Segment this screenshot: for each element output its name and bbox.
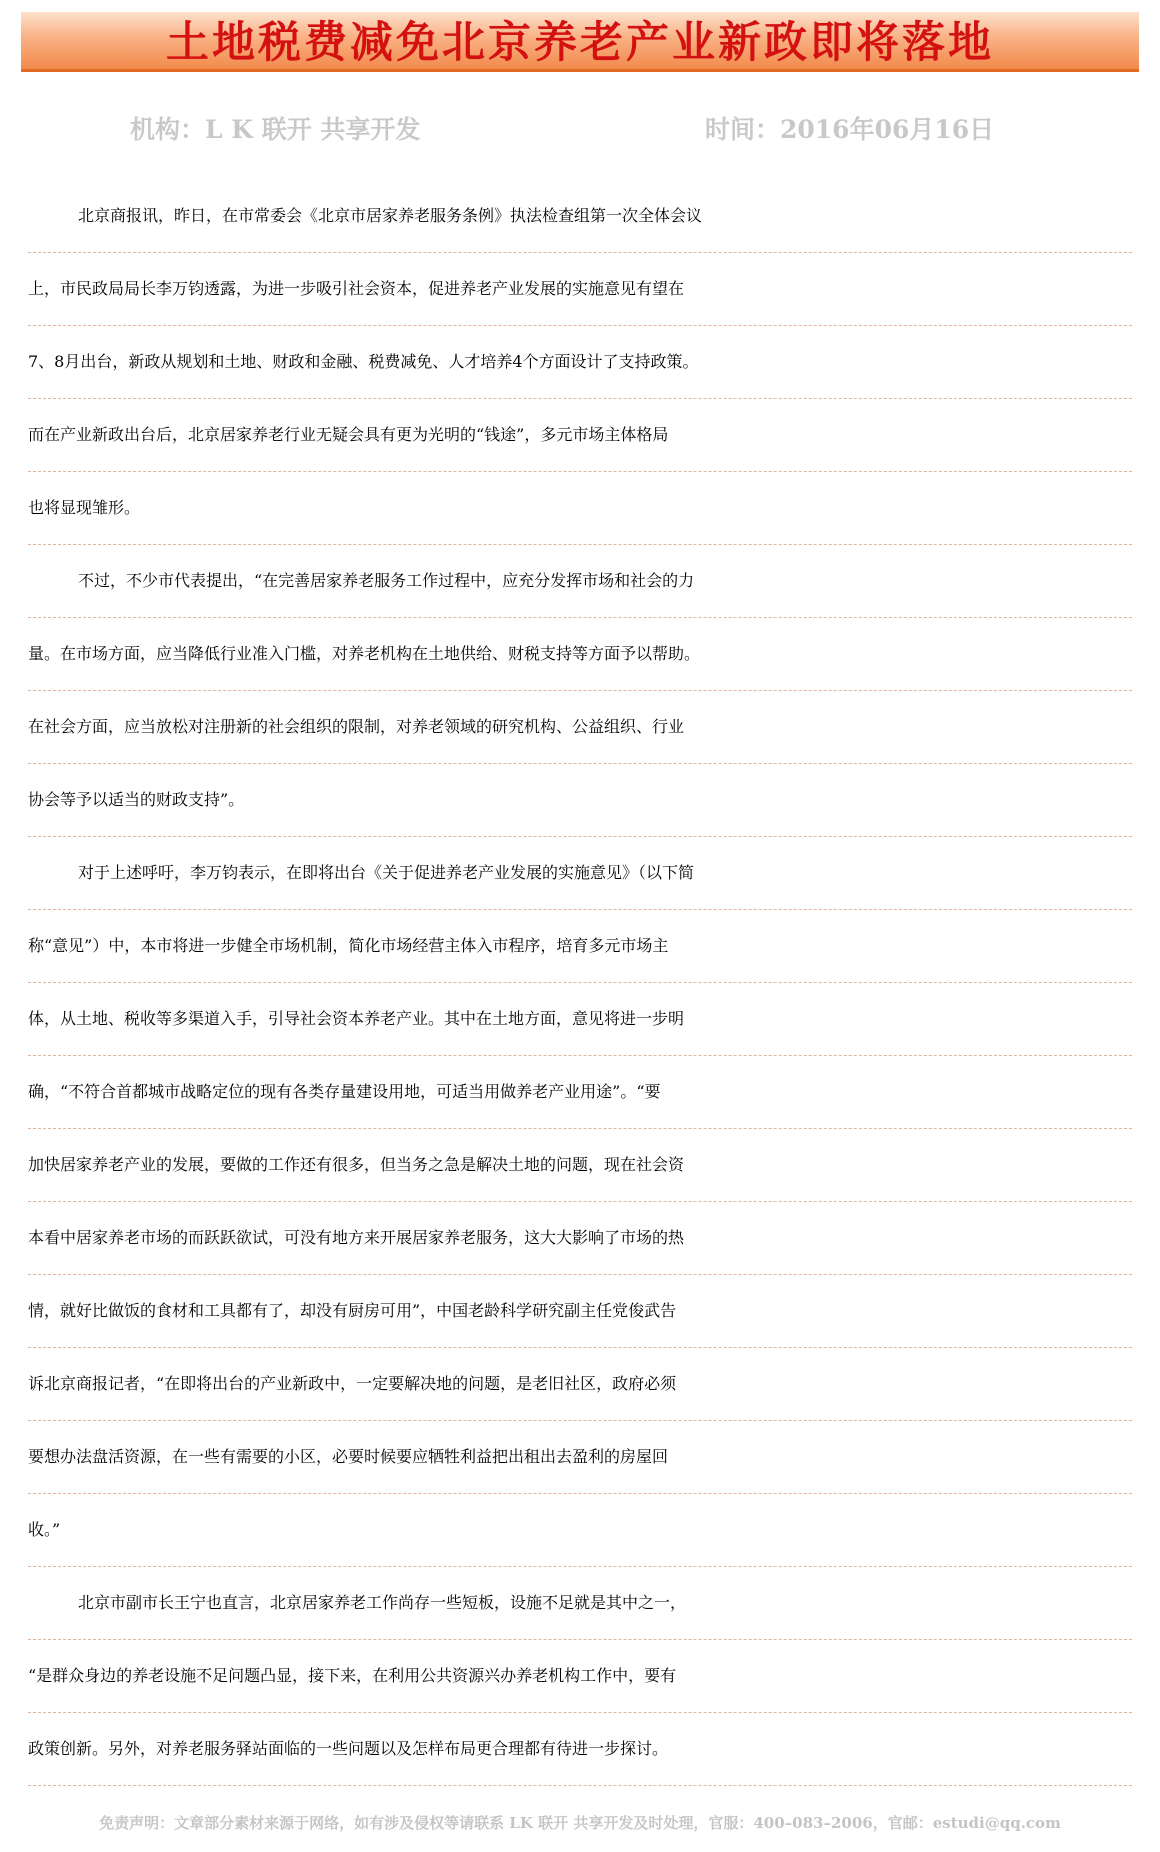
article-line: 体，从土地、税收等多渠道入手，引导社会资本养老产业。其中在土地方面，意见将进一步明 (28, 983, 1132, 1056)
article-line: 政策创新。另外，对养老服务驿站面临的一些问题以及怎样布局更合理都有待进一步探讨。 (28, 1713, 1132, 1786)
article-line: 协会等予以适当的财政支持”。 (28, 764, 1132, 837)
article-line: 情，就好比做饭的食材和工具都有了，却没有厨房可用”，中国老龄科学研究副主任党俊武告 (28, 1275, 1132, 1348)
article-line: 加快居家养老产业的发展，要做的工作还有很多，但当务之急是解决土地的问题，现在社会资 (28, 1129, 1132, 1202)
article-line: 北京商报讯，昨日，在市常委会《北京市居家养老服务条例》执法检查组第一次全体会议 (28, 180, 1132, 253)
paragraph-4 (28, 1567, 1132, 1786)
article-line: 而在产业新政出台后，北京居家养老行业无疑会具有更为光明的“钱途”，多元市场主体格局 (28, 399, 1132, 472)
paragraph-2 (28, 545, 1132, 837)
article-line: 诉北京商报记者，“在即将出台的产业新政中，一定要解决地的问题，是老旧社区，政府必须 (28, 1348, 1132, 1421)
article-line: 称“意见”）中，本市将进一步健全市场机制，简化市场经营主体入市程序，培育多元市场主 (28, 910, 1132, 983)
article-line: 也将显现雏形。 (28, 472, 1132, 545)
page-title: 土地税费减免北京养老产业新政即将落地 (166, 18, 994, 68)
date-label: 时间：2016年06月16日 (705, 115, 995, 144)
article-line: 量。在市场方面，应当降低行业准入门槛，对养老机构在土地供给、财税支持等方面予以帮助。 (28, 618, 1132, 691)
article-line: 收。” (28, 1494, 1132, 1567)
article-body (28, 180, 1132, 1786)
article-line: 上，市民政局局长李万钧透露，为进一步吸引社会资本，促进养老产业发展的实施意见有望在 (28, 253, 1132, 326)
article-line: 不过，不少市代表提出，“在完善居家养老服务工作过程中，应充分发挥市场和社会的力 (28, 545, 1132, 618)
article-line: 本看中居家养老市场的而跃跃欲试，可没有地方来开展居家养老服务，这大大影响了市场的热 (28, 1202, 1132, 1275)
paragraph-3 (28, 837, 1132, 1567)
org-label: 机构：L K 联开 共享开发 (130, 115, 421, 144)
article-line: 北京市副市长王宁也直言，北京居家养老工作尚存一些短板，设施不足就是其中之一， (28, 1567, 1132, 1640)
article-line: 要想办法盘活资源，在一些有需要的小区，必要时候要应牺牲利益把出租出去盈利的房屋回 (28, 1421, 1132, 1494)
article-line: 对于上述呼吁，李万钧表示，在即将出台《关于促进养老产业发展的实施意见》（以下简 (28, 837, 1132, 910)
article-line: 在社会方面，应当放松对注册新的社会组织的限制，对养老领域的研究机构、公益组织、行业 (28, 691, 1132, 764)
title-banner (21, 12, 1139, 72)
disclaimer: 免责声明：文章部分素材来源于网络，如有涉及侵权等请联系 LK 联开 共享开发及时处理，官服：400–083–2006，官邮：estudi@qq.com (99, 1814, 1061, 1832)
article-line: 7、8月出台，新政从规划和土地、财政和金融、税费减免、人才培养4个方面设计了支持政策。 (28, 326, 1132, 399)
article-line: 确，“不符合首都城市战略定位的现有各类存量建设用地，可适当用做养老产业用途”。“要 (28, 1056, 1132, 1129)
article-line: “是群众身边的养老设施不足问题凸显，接下来，在利用公共资源兴办养老机构工作中，要有 (28, 1640, 1132, 1713)
paragraph-1 (28, 180, 1132, 545)
